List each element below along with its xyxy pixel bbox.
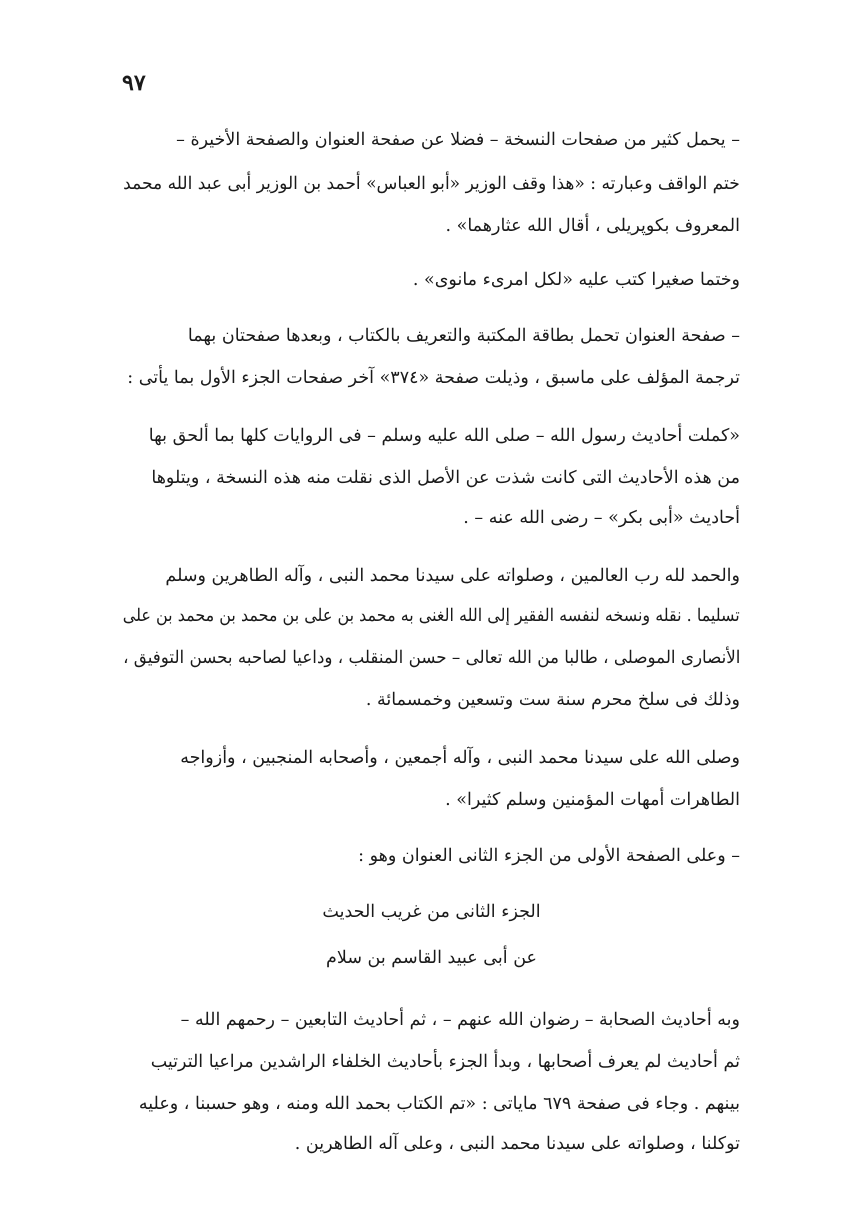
text-line: ترجمة المؤلف على ماسبق ، وذيلت صفحة «٣٧٤» آخر صفحات الجزء الأول بما يأتى : [127,368,740,388]
text-line: – وعلى الصفحة الأولى من الجزء الثانى العنوان وهو : [358,846,740,866]
text-line: والحمد لله رب العالمين ، وصلواته على سيدنا محمد النبى ، وآله الطاهرين وسلم [165,566,740,586]
text-line: وصلى الله على سيدنا محمد النبى ، وآله أجمعين ، وأصحابه المنجبين ، وأزواجه [180,748,740,768]
text-line: من هذه الأحاديث التى كانت شذت عن الأصل الذى نقلت منه هذه النسخة ، ويتلوها [151,468,740,488]
text-line: توكلنا ، وصلواته على سيدنا محمد النبى ، وعلى آله الطاهرين . [294,1134,740,1154]
text-line: ختم الواقف وعبارته : «هذا وقف الوزير «أبو العباس» أحمد بن الوزير أبى عبد الله محمد [123,174,740,194]
page-number: ٩٧ [122,70,146,96]
text-line: وذلك فى سلخ محرم سنة ست وتسعين وخمسمائة . [365,690,740,710]
text-line: الطاهرات أمهات المؤمنين وسلم كثيرا» . [445,790,740,810]
text-line: بينهم . وجاء فى صفحة ٦٧٩ ماياتى : «تم الكتاب بحمد الله ومنه ، وهو حسبنا ، وعليه [138,1094,740,1114]
text-line: الأنصارى الموصلى ، طالبا من الله تعالى – حسن المنقلب ، وداعيا لصاحبه بحسن التوفيق ، [122,648,740,668]
text-line: «كملت أحاديث رسول الله – صلى الله عليه وسلم – فى الروايات كلها بما ألحق بها [148,426,740,446]
text-line: أحاديث «أبى بكر» – رضى الله عنه – . [463,508,740,528]
title-line: الجزء الثانى من غريب الحديث [322,902,541,922]
text-line: وبه أحاديث الصحابة – رضوان الله عنهم – ، ثم أحاديث التابعين – رحمهم الله – [180,1010,740,1030]
text-line: – صفحة العنوان تحمل بطاقة المكتبة والتعريف بالكتاب ، وبعدها صفحتان بهما [187,326,740,346]
text-line: ثم أحاديث لم يعرف أصحابها ، وبدأ الجزء بأحاديث الخلفاء الراشدين مراعيا الترتيب [150,1052,740,1072]
text-line: – يحمل كثير من صفحات النسخة – فضلا عن صفحة العنوان والصفحة الأخيرة – [176,130,740,150]
text-line: وختما صغيرا كتب عليه «لكل امرىء مانوى» . [412,270,740,290]
text-line: تسليما . نقله ونسخه لنفسه الفقير إلى الله الغنى به محمد بن على بن محمد بن محمد بن على [123,606,740,626]
text-line: المعروف بكوپريلى ، أقال الله عثارهما» . [445,216,740,236]
title-line: عن أبى عبيد القاسم بن سلام [326,948,537,968]
